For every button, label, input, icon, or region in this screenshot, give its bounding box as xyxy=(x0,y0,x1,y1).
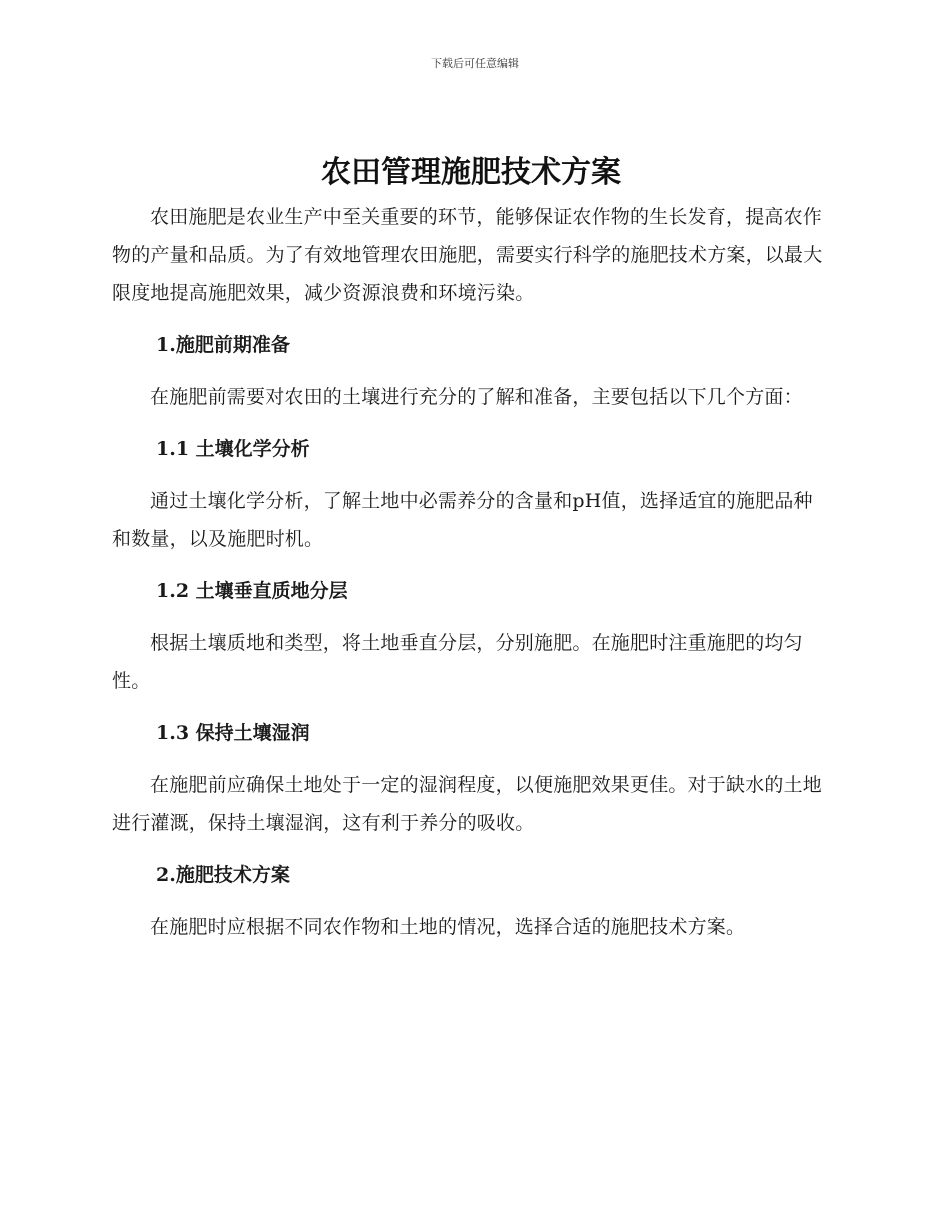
section-heading: 1.3 保持土壤湿润 xyxy=(156,722,310,744)
header-note: 下载后可任意编辑 xyxy=(431,57,519,70)
section-paragraph: 在施肥时应根据不同农作物和土地的情况，选择合适的施肥技术方案。 xyxy=(150,916,746,938)
section-soil-layering xyxy=(112,572,830,700)
section-paragraph: 在施肥前应确保土地处于一定的湿润程度，以便施肥效果更佳。对于缺水的土地进行灌溉，保持土壤湿润，这有利于养分的吸收。 xyxy=(112,774,823,834)
section-paragraph: 在施肥前需要对农田的土壤进行充分的了解和准备，主要包括以下几个方面： xyxy=(150,386,803,408)
document-body xyxy=(112,150,830,946)
intro-paragraph: 农田施肥是农业生产中至关重要的环节，能够保证农作物的生长发育，提高农作物的产量和品质。为了有效地管理农田施肥，需要实行科学的施肥技术方案，以最大限度地提高施肥效果，减少资源浪费和环境污染。 xyxy=(112,206,823,304)
section-pre-fertilization xyxy=(112,326,830,416)
section-heading: 1.1 土壤化学分析 xyxy=(156,438,310,460)
section-heading: 1.2 土壤垂直质地分层 xyxy=(156,580,348,602)
section-paragraph: 根据土壤质地和类型，将土地垂直分层，分别施肥。在施肥时注重施肥的均匀性。 xyxy=(112,632,803,692)
section-heading: 1.施肥前期准备 xyxy=(156,334,290,356)
section-fertilization-plan xyxy=(112,856,830,946)
document-title: 农田管理施肥技术方案 xyxy=(321,155,621,190)
section-heading: 2.施肥技术方案 xyxy=(156,864,290,886)
section-soil-chemical-analysis xyxy=(112,430,830,558)
section-paragraph: 通过土壤化学分析，了解土地中必需养分的含量和pH值，选择适宜的施肥品种和数量，以及施肥时机。 xyxy=(112,490,813,550)
section-soil-moisture xyxy=(112,714,830,842)
